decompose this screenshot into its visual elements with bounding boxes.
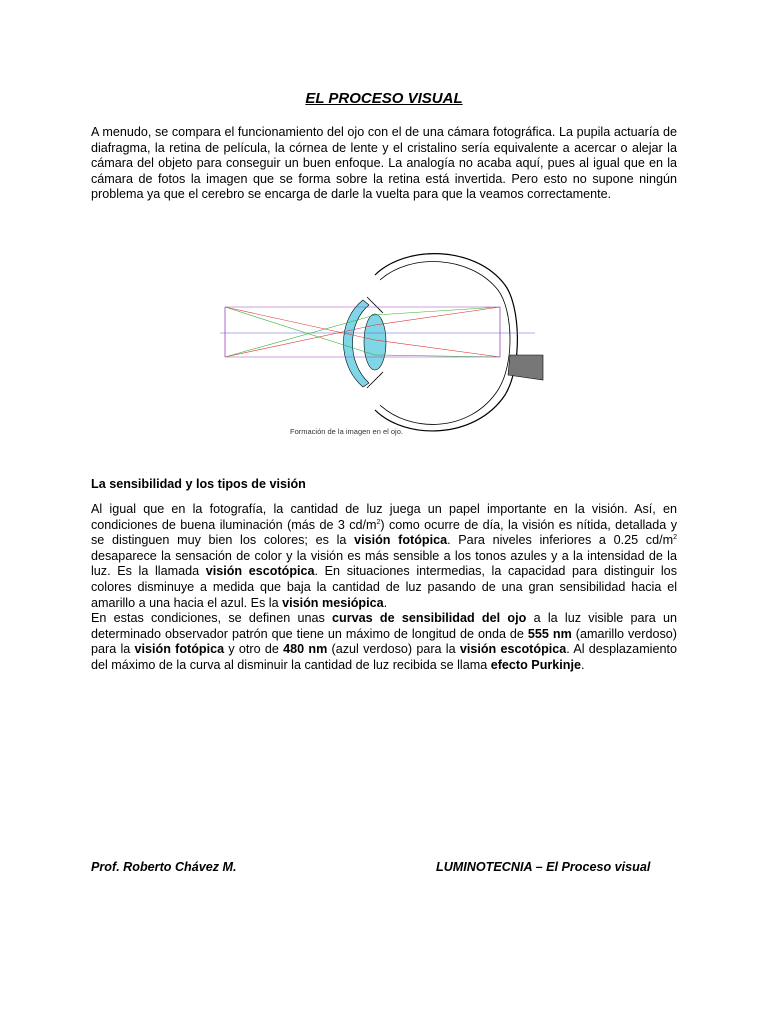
section-heading: La sensibilidad y los tipos de visión	[91, 477, 306, 491]
eye-diagram-svg	[215, 245, 545, 445]
figure-caption: Formación de la imagen en el ojo.	[290, 427, 403, 436]
curves-paragraph	[91, 611, 677, 673]
bold-term: visión mesiópica	[282, 595, 384, 610]
ray-red-2	[375, 340, 500, 357]
eyeball-outline	[375, 254, 517, 431]
footer-author: Prof. Roberto Chávez M.	[91, 860, 237, 874]
bold-term: 555 nm	[527, 626, 572, 641]
ray-green-4	[375, 307, 500, 315]
iris-bottom	[367, 372, 383, 388]
text-run: y otro de	[224, 642, 284, 657]
bold-term: 480 nm	[283, 642, 328, 657]
eye-diagram	[215, 245, 545, 445]
sensitivity-paragraph	[91, 502, 677, 611]
ray-red-4	[375, 307, 500, 325]
footer-course: LUMINOTECNIA – El Proceso visual	[436, 860, 651, 874]
bold-term: curvas de sensibilidad del ojo	[332, 611, 527, 625]
text-run: .	[581, 657, 585, 672]
text-run: . En situaciones intermedias, la capacidad para distinguir los colores disminuye a medida que baja la cantidad de luz pasando de una gran sensibilidad hacia el amarillo a una hacia el azul. Es la	[91, 564, 677, 610]
text-run: .	[383, 595, 388, 610]
text-run: . Al desplazamiento del máximo de la curva al disminuir la cantidad de luz recibida se llama	[91, 642, 677, 672]
bold-term: visión fotópica	[134, 642, 225, 657]
text-run: a la luz visible para un determinado observador patrón que tiene un máximo de longitud de onda de	[91, 611, 678, 641]
text-run: Al igual que en la fotografía, la cantidad de luz juega un papel importante en la visión. Así, en condiciones de buena iluminación (más de 3 cd/m	[91, 502, 677, 532]
text-run: En estas condiciones, se definen unas	[91, 611, 333, 625]
crystalline-lens	[364, 314, 386, 370]
page-title: EL PROCESO VISUAL	[305, 90, 463, 107]
bold-term: efecto Purkinje	[490, 657, 581, 672]
superscript: 2	[673, 534, 677, 541]
text-run: (azul verdoso) para la	[327, 642, 460, 657]
text-run: (amarillo verdoso) para la	[91, 626, 677, 657]
eyeball-inner	[380, 262, 510, 425]
bold-term: visión escotópica	[459, 642, 567, 657]
text-run: desaparece la sensación de color y la visión es más sensible a los tonos azules y a la intensidad de la luz. Es la llamada	[91, 548, 677, 579]
superscript: 2	[376, 518, 381, 526]
bold-term: visión escotópica	[205, 564, 315, 579]
bold-term: visión fotópica	[354, 533, 448, 548]
intro-paragraph: A menudo, se compara el funcionamiento del ojo con el de una cámara fotográfica. La pupila actuaría de diafragma, la retina de película, la córnea de lente y el cristalino sería equivalente a acercar o alejar la cámara del objeto para conseguir un buen enfoque. La analogía no acaba aquí, pues al igual que en la cámara de fotos la imagen que se forma sobre la retina está invertida. Pero esto no supone ningún problema ya que el cerebro se encarga de darle la vuelta para que la veamos correctamente.	[91, 125, 677, 202]
text-run: ) como ocurre de día, la visión es nítida, detallada y se distinguen muy bien los colores; es la	[91, 517, 677, 548]
text-run: . Para niveles inferiores a 0.25 cd/m	[447, 533, 674, 548]
